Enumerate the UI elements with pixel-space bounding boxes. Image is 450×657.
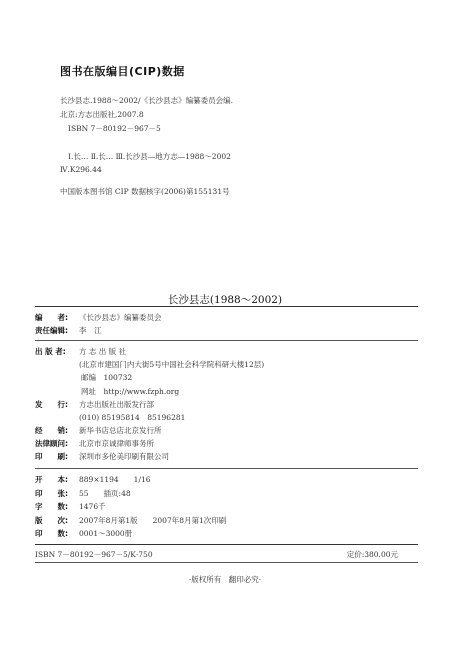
publisher-address: (北京市建国门内大街5号中国社会科学院科研大楼12层) [79, 360, 265, 369]
publisher-website: 网址 http://www.fzph.org [81, 387, 180, 396]
isbn-line: ISBN 7－80192－967－5/K·750 [35, 550, 153, 559]
specs-rule [35, 468, 418, 469]
word-count-label: 字 数: [35, 502, 68, 511]
print-run-value: 0001～3000册 [79, 529, 133, 538]
cip-line-subjects: Ⅰ.长… Ⅱ.长… Ⅲ.长沙县—地方志—1988～2002 [68, 152, 231, 161]
copyright-notice: ·版权所有 翻印必究· [188, 575, 262, 584]
format-value: 889×1194 1/16 [79, 475, 151, 484]
cip-line-isbn: ISBN 7－80192－967－5 [68, 124, 161, 133]
printer-value: 深圳市多伦美印刷有限公司 [79, 452, 169, 461]
cip-line-classification: Ⅳ.K296.44 [60, 165, 102, 174]
editor-value: 《长沙县志》编纂委员会 [79, 313, 162, 322]
editor-label: 编 者: [35, 313, 68, 322]
cip-line-publisher: 北京:方志出版社,2007.8 [60, 110, 144, 119]
edition-value: 2007年8月第1版 2007年8月第1次印刷 [79, 516, 227, 525]
word-count-value: 1476千 [79, 502, 106, 511]
responsible-editor-label: 责任编辑: [35, 326, 68, 335]
legal-counsel-label: 法律顾问: [35, 439, 68, 448]
publisher-label: 出 版 者: [35, 347, 66, 356]
cip-line-title: 长沙县志.1988～2002/《长沙县志》编纂委员会编. [60, 96, 233, 105]
publisher-postcode: 邮编 100732 [81, 373, 133, 382]
seller-value: 新华书店总店北京发行所 [79, 426, 162, 435]
sheets-value: 55 插页:48 [79, 489, 131, 498]
cip-heading: 图书在版编目(CIP)数据 [60, 65, 185, 78]
distribution-phone: (010) 85195814 85196281 [79, 413, 186, 422]
sheets-label: 印 张: [35, 489, 68, 498]
book-title: 长沙县志(1988～2002) [167, 294, 283, 306]
isbn-rule [35, 544, 418, 545]
distribution-label: 发 行: [35, 400, 68, 409]
cip-line-record-number: 中国版本图书馆 CIP 数据核字(2006)第155131号 [60, 187, 230, 196]
legal-counsel-value: 北京市京诚律师事务所 [79, 439, 154, 448]
edition-label: 版 次: [35, 516, 68, 525]
price-text: 定价:380.00元 [346, 550, 398, 559]
format-label: 开 本: [35, 475, 68, 484]
seller-label: 经 销: [35, 426, 68, 435]
title-rule [35, 306, 418, 307]
responsible-editor-value: 李 江 [79, 326, 102, 335]
distribution-value: 方志出版社出版发行部 [79, 400, 154, 409]
bottom-rule [35, 562, 418, 563]
section-rule [35, 340, 418, 341]
print-run-label: 印 数: [35, 529, 68, 538]
publisher-value: 方 志 出 版 社 [79, 347, 127, 356]
printer-label: 印 刷: [35, 452, 68, 461]
